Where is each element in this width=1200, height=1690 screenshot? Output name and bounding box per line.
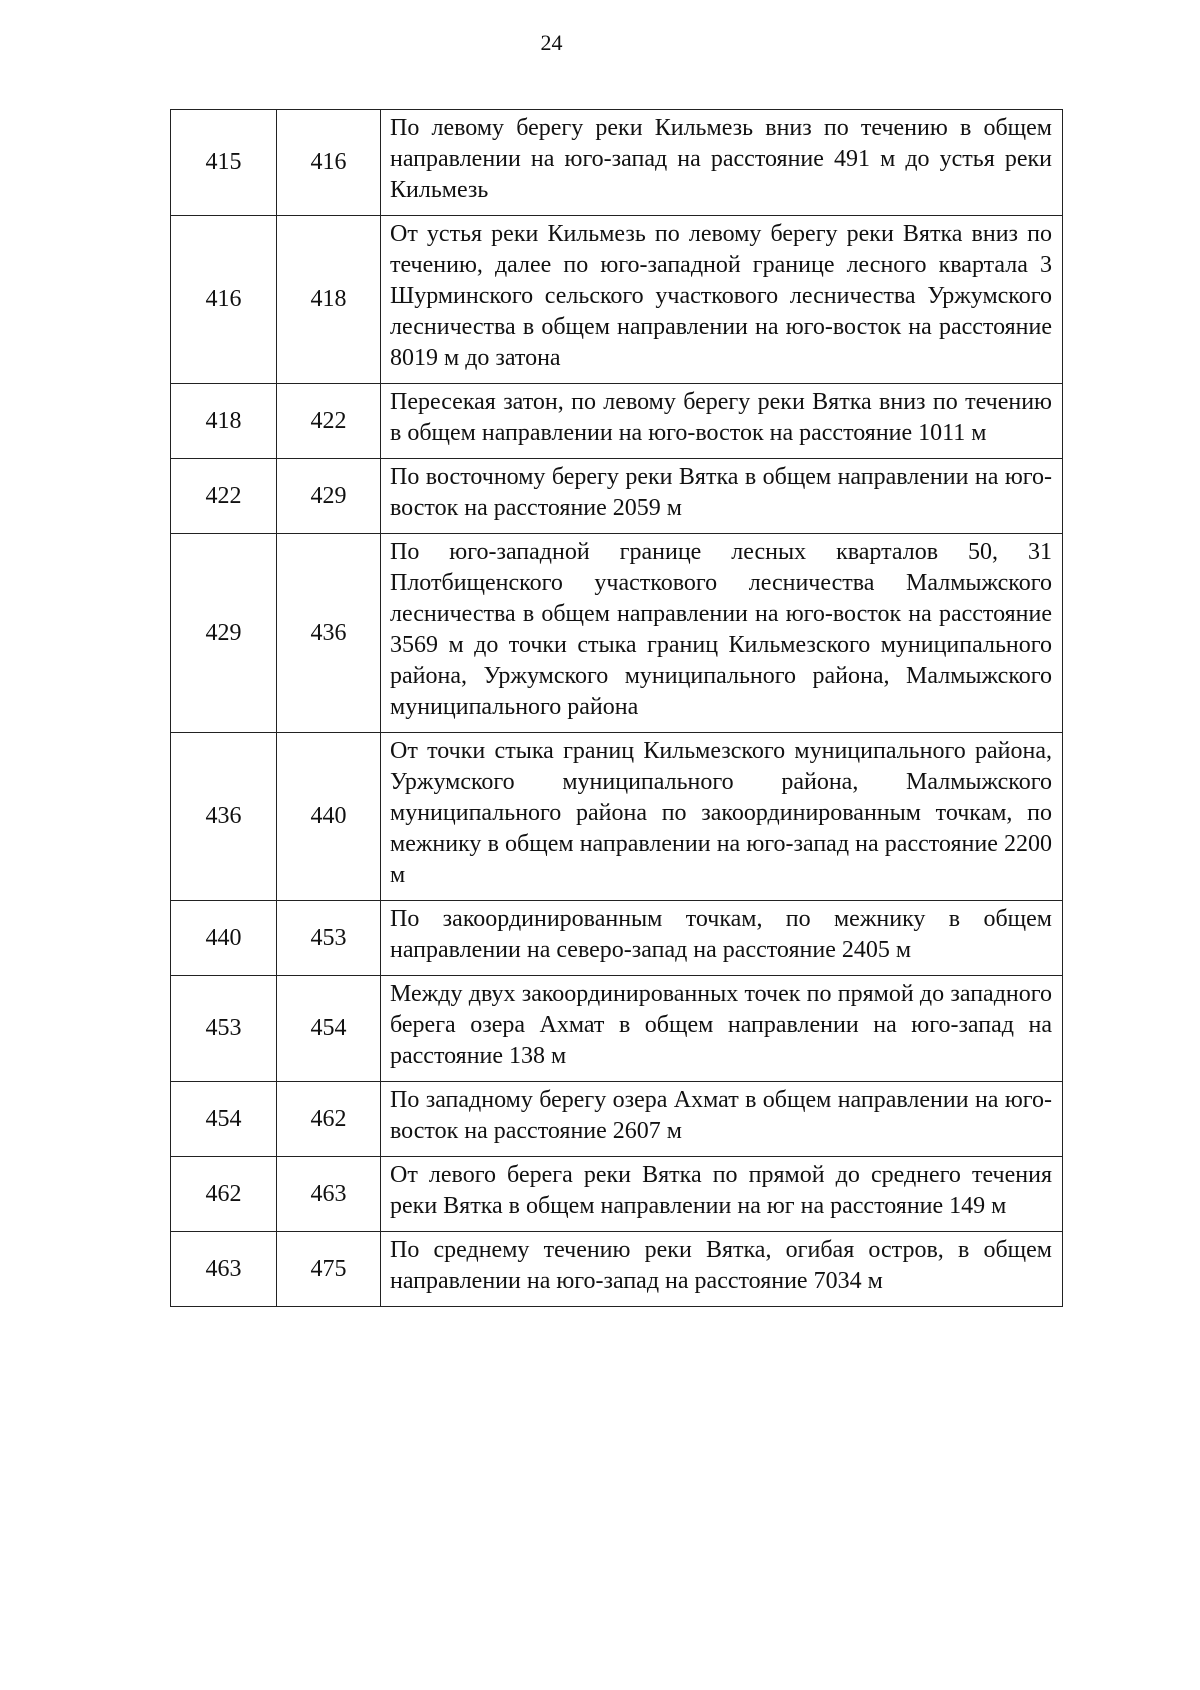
description-cell: Пересекая затон, по левому берегу реки Вятка вниз по течению в общем направлении на юго-восток на расстояние 1011 м [381, 384, 1063, 459]
table-row [171, 976, 1063, 1082]
to-point-cell: 454 [277, 976, 381, 1082]
description-cell: От левого берега реки Вятка по прямой до среднего течения реки Вятка в общем направлении на юг на расстояние 149 м [381, 1157, 1063, 1232]
table-row [171, 534, 1063, 733]
from-point-cell: 416 [171, 216, 277, 384]
table-row [171, 459, 1063, 534]
from-point-cell: 453 [171, 976, 277, 1082]
from-point-cell: 418 [171, 384, 277, 459]
from-point-cell: 429 [171, 534, 277, 733]
to-point-cell: 422 [277, 384, 381, 459]
description-cell: От точки стыка границ Кильмезского муниципального района, Уржумского муниципального района, Малмыжского муниципального района по закоординированным точкам, по межнику в общем направлении на юго-запад на расстояние 2200 м [381, 733, 1063, 901]
from-point-cell: 415 [171, 110, 277, 216]
to-point-cell: 436 [277, 534, 381, 733]
page-number: 24 [540, 30, 563, 55]
to-point-cell: 429 [277, 459, 381, 534]
from-point-cell: 440 [171, 901, 277, 976]
to-point-cell: 463 [277, 1157, 381, 1232]
description-cell: От устья реки Кильмезь по левому берегу реки Вятка вниз по течению, далее по юго-западной границе лесного квартала 3 Шурминского сельского участкового лесничества Уржумского лесничества в общем направлении на юго-восток на расстояние 8019 м до затона [381, 216, 1063, 384]
to-point-cell: 418 [277, 216, 381, 384]
description-cell: По левому берегу реки Кильмезь вниз по течению в общем направлении на юго-запад на расстояние 491 м до устья реки Кильмезь [381, 110, 1063, 216]
to-point-cell: 462 [277, 1082, 381, 1157]
from-point-cell: 463 [171, 1232, 277, 1307]
boundary-description-table [170, 109, 1063, 1307]
table-row [171, 901, 1063, 976]
table-row [171, 110, 1063, 216]
to-point-cell: 453 [277, 901, 381, 976]
from-point-cell: 454 [171, 1082, 277, 1157]
table-row [171, 1082, 1063, 1157]
table-row [171, 384, 1063, 459]
from-point-cell: 462 [171, 1157, 277, 1232]
description-cell: По закоординированным точкам, по межнику в общем направлении на северо-запад на расстояние 2405 м [381, 901, 1063, 976]
table-row [171, 1232, 1063, 1307]
description-cell: По среднему течению реки Вятка, огибая остров, в общем направлении на юго-запад на расстояние 7034 м [381, 1232, 1063, 1307]
description-cell: По юго-западной границе лесных кварталов 50, 31 Плотбищенского участкового лесничества Малмыжского лесничества в общем направлении на юго-восток на расстояние 3569 м до точки стыка границ Кильмезского муниципального района, Уржумского муниципального района, Малмыжского муниципального района [381, 534, 1063, 733]
table-row [171, 1157, 1063, 1232]
table-row [171, 216, 1063, 384]
to-point-cell: 416 [277, 110, 381, 216]
description-cell: По восточному берегу реки Вятка в общем направлении на юго-восток на расстояние 2059 м [381, 459, 1063, 534]
from-point-cell: 436 [171, 733, 277, 901]
to-point-cell: 475 [277, 1232, 381, 1307]
description-cell: По западному берегу озера Ахмат в общем направлении на юго-восток на расстояние 2607 м [381, 1082, 1063, 1157]
description-cell: Между двух закоординированных точек по прямой до западного берега озера Ахмат в общем направлении на юго-запад на расстояние 138 м [381, 976, 1063, 1082]
from-point-cell: 422 [171, 459, 277, 534]
to-point-cell: 440 [277, 733, 381, 901]
table-row [171, 733, 1063, 901]
